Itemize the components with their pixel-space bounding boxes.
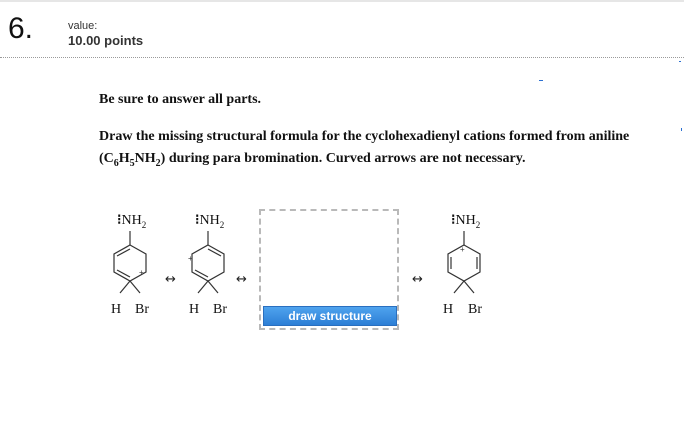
hydrogen-label-1: H [111,302,122,317]
instruction-text: Be sure to answer all parts. [99,92,262,107]
amine-label-1: $⁝NH_2$ [117,213,147,230]
question-divider [0,57,684,58]
hydrogen-label-3: H [443,302,454,317]
resonance-arrow-1: ↔ [165,272,176,287]
prompt-part1: Draw the missing structural formula for the cyclohexadienyl cations formed from aniline [99,129,630,144]
positive-charge-2: + [188,254,193,263]
amine-label-3: $⁝NH_2$ [451,213,481,230]
formula-sub-6: 6 [113,157,119,169]
cation-structure-3 [430,205,520,325]
marker-artifact [539,80,543,81]
resonance-arrow-3: ↔ [412,272,423,287]
formula-sub-5: 5 [129,157,135,169]
bromine-label-3: Br [468,302,482,317]
formula-open: (C [99,151,114,166]
amine-label-2: $⁝NH_2$ [195,213,225,230]
marker-artifact [681,128,682,131]
positive-charge-3: + [460,245,465,254]
value-label: value: [68,20,98,32]
question-number: 6. [8,12,34,45]
top-border [0,0,684,2]
bromine-label-2: Br [213,302,227,317]
positive-charge-1: + [139,268,144,277]
formula-h: H [118,151,130,166]
points-value: 10.00 points [68,33,144,48]
marker-artifact [679,61,681,62]
formula-sub-2: 2 [155,157,161,169]
draw-structure-button[interactable]: draw structure [263,306,397,326]
bromine-label-1: Br [135,302,149,317]
cation-structure-2 [174,205,264,325]
question-prompt [99,126,674,175]
prompt-part2: ) during para bromination. Curved arrows are not necessary. [160,151,526,166]
cation-structure-1 [96,205,186,325]
hydrogen-label-2: H [189,302,200,317]
formula-nh: NH [134,151,156,166]
resonance-arrow-2: ↔ [236,272,247,287]
